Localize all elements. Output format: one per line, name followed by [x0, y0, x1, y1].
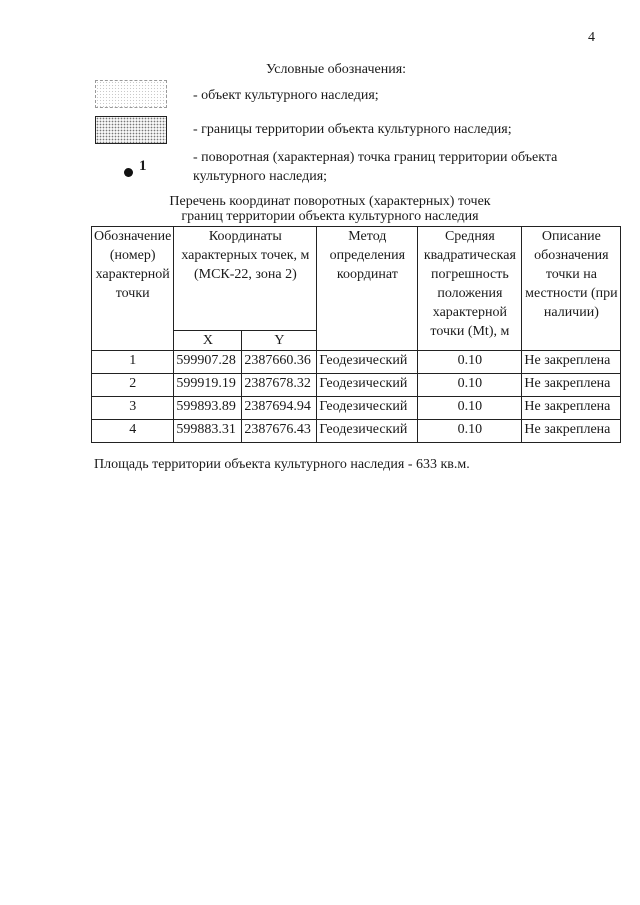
table-row [92, 420, 621, 443]
territory-boundary-swatch-icon [95, 116, 167, 144]
table-row [92, 374, 621, 397]
cell-y: 2387694.94 [242, 397, 317, 420]
legend-item-heritage-object: - объект культурного наследия; [193, 88, 379, 103]
cell-method: Геодезический [317, 397, 418, 420]
header-coordinates: Координаты характерных точек, м (МСК-22, зона 2) [174, 227, 317, 331]
table-row [92, 351, 621, 374]
cell-description: Не закреплена [522, 351, 621, 374]
cell-point: 3 [92, 397, 174, 420]
cell-method: Геодезический [317, 374, 418, 397]
cell-x: 599893.89 [174, 397, 242, 420]
cell-point: 1 [92, 351, 174, 374]
header-accuracy: Средняя квадратическая погрешность положения характерной точки (Mt), м [418, 227, 522, 351]
cell-accuracy: 0.10 [418, 397, 522, 420]
legend-item-turning-point: - поворотная (характерная) точка границ территории объекта культурного наследия; [193, 150, 558, 184]
heritage-object-swatch-icon [95, 80, 167, 108]
cell-accuracy: 0.10 [418, 420, 522, 443]
table-row [92, 397, 621, 420]
cell-x: 599883.31 [174, 420, 242, 443]
cell-x: 599919.19 [174, 374, 242, 397]
header-description: Описание обозначения точки на местности (при наличии) [522, 227, 621, 351]
cell-description: Не закреплена [522, 374, 621, 397]
territory-area-text: Площадь территории объекта культурного наследия - 633 кв.м. [94, 457, 470, 472]
coordinates-list-title [150, 194, 510, 224]
coordinates-table [91, 226, 621, 443]
cell-description: Не закреплена [522, 420, 621, 443]
legend-item-territory-boundary: - границы территории объекта культурного наследия; [193, 122, 512, 137]
cell-method: Геодезический [317, 420, 418, 443]
cell-y: 2387660.36 [242, 351, 317, 374]
cell-y: 2387676.43 [242, 420, 317, 443]
header-point-designation: Обозначение (номер) характерной точки [92, 227, 174, 351]
legend-title: Условные обозначения: [266, 62, 407, 77]
cell-x: 599907.28 [174, 351, 242, 374]
header-y: Y [242, 331, 317, 351]
cell-point: 2 [92, 374, 174, 397]
header-x: X [174, 331, 242, 351]
cell-method: Геодезический [317, 351, 418, 374]
list-title-line-1: Перечень координат поворотных (характерных) точек [169, 194, 491, 209]
cell-point: 4 [92, 420, 174, 443]
cell-accuracy: 0.10 [418, 351, 522, 374]
turning-point-marker-label: 1 [139, 158, 147, 174]
cell-description: Не закреплена [522, 397, 621, 420]
cell-y: 2387678.32 [242, 374, 317, 397]
cell-accuracy: 0.10 [418, 374, 522, 397]
turning-point-dot-icon [124, 168, 133, 177]
page-number: 4 [588, 30, 595, 45]
header-method: Метод определения координат [317, 227, 418, 351]
list-title-line-2: границ территории объекта культурного наследия [181, 209, 479, 224]
